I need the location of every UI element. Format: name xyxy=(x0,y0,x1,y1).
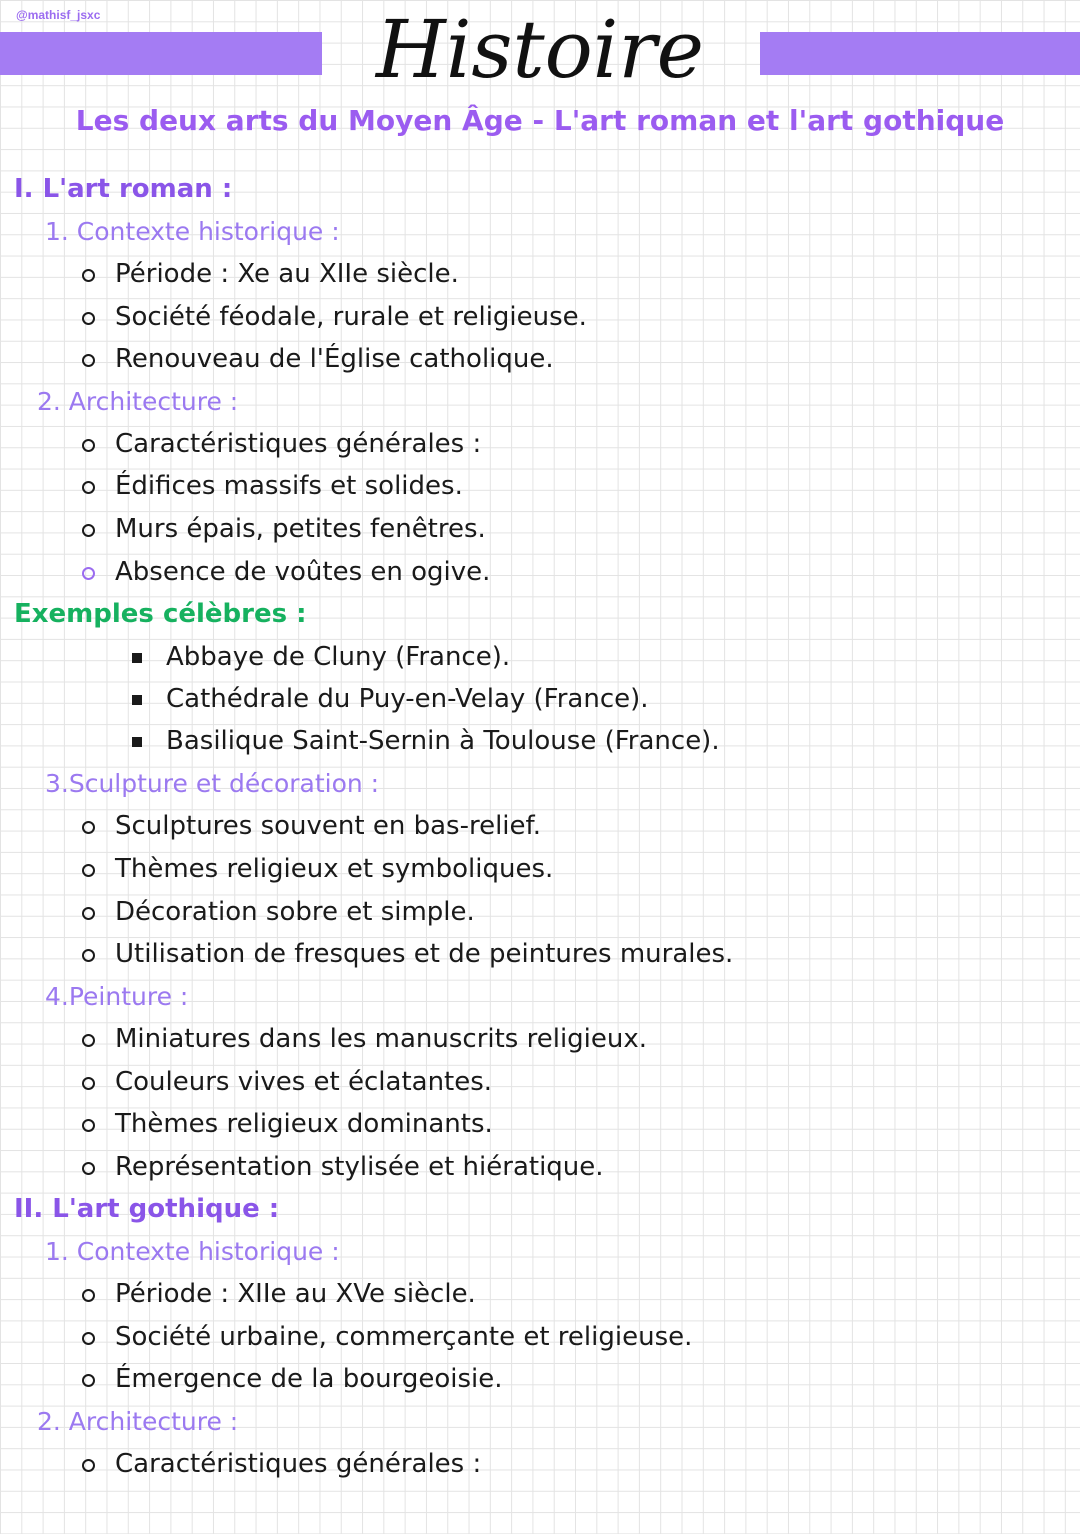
author-handle: @mathisf_jsxc xyxy=(16,8,101,22)
list-item: Sculptures souvent en bas-relief. xyxy=(115,811,542,841)
bullet-circle-icon xyxy=(82,1332,95,1345)
gothic-architecture-heading: 2. Architecture : xyxy=(37,1407,239,1436)
bullet-square-icon xyxy=(132,695,142,705)
bullet-circle-icon xyxy=(82,1077,95,1090)
list-item: Émergence de la bourgeoisie. xyxy=(115,1364,503,1394)
list-item: Caractéristiques générales : xyxy=(115,429,482,459)
section-gothic-title: II. L'art gothique : xyxy=(14,1194,280,1224)
list-item: Période : Xe au XIIe siècle. xyxy=(115,259,459,289)
bullet-circle-icon xyxy=(82,1374,95,1387)
list-item: Société féodale, rurale et religieuse. xyxy=(115,302,587,332)
bullet-circle-icon xyxy=(82,907,95,920)
list-item: Absence de voûtes en ogive. xyxy=(115,557,491,587)
bullet-circle-icon xyxy=(82,354,95,367)
page-subtitle: Les deux arts du Moyen Âge - L'art roman et l'art gothique xyxy=(75,104,1005,137)
bullet-circle-icon xyxy=(82,481,95,494)
examples-heading: Exemples célèbres : xyxy=(14,599,307,629)
gothic-context-heading: 1. Contexte historique : xyxy=(45,1237,340,1266)
bullet-circle-icon xyxy=(82,821,95,834)
list-item: Période : XIIe au XVe siècle. xyxy=(115,1279,476,1309)
list-item: Miniatures dans les manuscrits religieux. xyxy=(115,1024,648,1054)
bullet-square-icon xyxy=(132,737,142,747)
bullet-circle-icon xyxy=(82,269,95,282)
list-item: Abbaye de Cluny (France). xyxy=(166,642,511,672)
list-item: Utilisation de fresques et de peintures murales. xyxy=(115,939,734,969)
roman-sculpture-heading: 3.Sculpture et décoration : xyxy=(45,769,380,798)
list-item: Société urbaine, commerçante et religieuse. xyxy=(115,1322,693,1352)
bullet-circle-icon xyxy=(82,1162,95,1175)
section-roman-title: I. L'art roman : xyxy=(14,174,233,204)
bullet-circle-icon xyxy=(82,1119,95,1132)
list-item: Thèmes religieux dominants. xyxy=(115,1109,493,1139)
list-item: Thèmes religieux et symboliques. xyxy=(115,854,554,884)
bullet-circle-icon xyxy=(82,439,95,452)
bullet-square-icon xyxy=(132,653,142,663)
roman-painting-heading: 4.Peinture : xyxy=(45,982,189,1011)
bullet-circle-icon xyxy=(82,864,95,877)
bullet-circle-icon xyxy=(82,312,95,325)
list-item: Basilique Saint-Sernin à Toulouse (France). xyxy=(166,726,720,756)
list-item: Caractéristiques générales : xyxy=(115,1449,482,1479)
roman-context-heading: 1. Contexte historique : xyxy=(45,217,340,246)
bullet-circle-icon xyxy=(82,1289,95,1302)
list-item: Décoration sobre et simple. xyxy=(115,897,475,927)
bullet-circle-icon xyxy=(82,567,95,580)
bullet-circle-icon xyxy=(82,524,95,537)
list-item: Renouveau de l'Église catholique. xyxy=(115,344,554,374)
page-title: Histoire xyxy=(376,3,704,96)
list-item: Murs épais, petites fenêtres. xyxy=(115,514,486,544)
roman-architecture-heading: 2. Architecture : xyxy=(37,387,239,416)
list-item: Cathédrale du Puy-en-Velay (France). xyxy=(166,684,649,714)
bullet-circle-icon xyxy=(82,1034,95,1047)
list-item: Couleurs vives et éclatantes. xyxy=(115,1067,493,1097)
bullet-circle-icon xyxy=(82,1459,95,1472)
list-item: Représentation stylisée et hiératique. xyxy=(115,1152,604,1182)
bullet-circle-icon xyxy=(82,949,95,962)
list-item: Édifices massifs et solides. xyxy=(115,471,463,501)
